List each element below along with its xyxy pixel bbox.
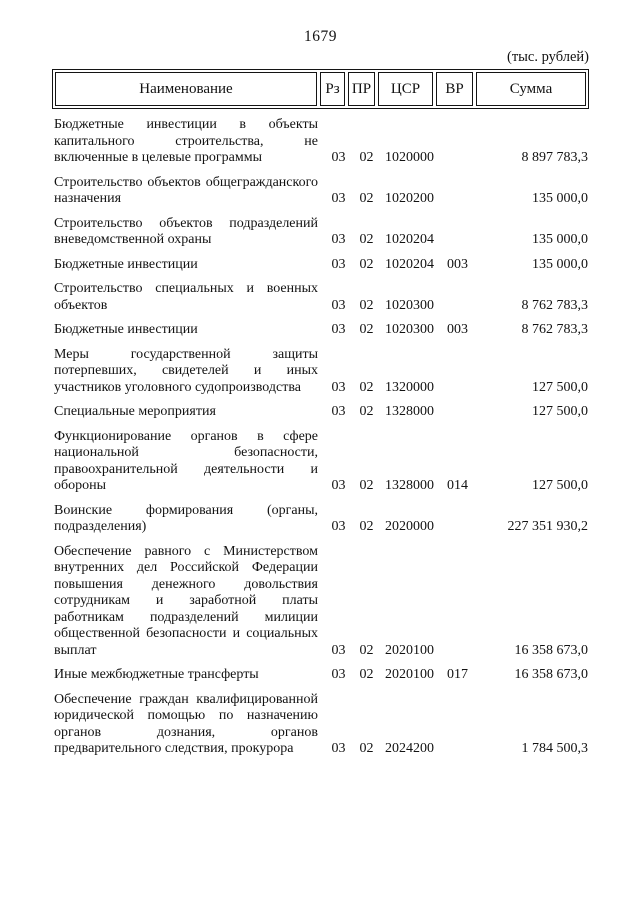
- cell-csr: 1020200: [385, 191, 434, 206]
- cell-name: Бюджетные инвестиции: [54, 256, 198, 272]
- cell-vr: 017: [447, 667, 468, 682]
- cell-rz: 03: [331, 297, 346, 313]
- units-note: (тыс. рублей): [507, 49, 589, 65]
- cell-pr: 02: [359, 322, 374, 337]
- cell-rz: 03: [331, 322, 346, 337]
- cell-name: Бюджетные инвестиции: [54, 322, 198, 337]
- cell-rz: 03: [331, 150, 346, 165]
- cell-csr: 2020000: [385, 519, 434, 534]
- table-row: [52, 404, 589, 421]
- column-header-rz: Рз: [320, 72, 345, 106]
- table-row: [52, 667, 589, 684]
- cell-vr: 014: [447, 478, 468, 493]
- cell-csr: 1328000: [385, 404, 434, 419]
- cell-rz: 03: [331, 256, 346, 272]
- cell-name: Бюджетные инвестиции в объекты капитального строительства, не включенные в целевые программы: [54, 117, 318, 165]
- cell-name: Иные межбюджетные трансферты: [54, 667, 259, 682]
- column-header-vr: ВР: [436, 72, 473, 106]
- cell-csr: 2024200: [385, 741, 434, 756]
- cell-name: Обеспечение равного с Министерством внутренних дел Российской Федерации повышения денежного довольствия сотрудникам и заработной платы работникам подразделений милиции общественной безопасности и социальных выплат: [54, 543, 318, 658]
- cell-sum: 135 000,0: [532, 256, 588, 272]
- cell-rz: 03: [331, 478, 346, 493]
- cell-sum: 16 358 673,0: [514, 642, 588, 658]
- cell-vr: 003: [447, 256, 468, 272]
- cell-sum: 1 784 500,3: [521, 741, 588, 756]
- cell-csr: 2020100: [385, 642, 434, 658]
- cell-pr: 02: [359, 379, 374, 395]
- cell-rz: 03: [331, 667, 346, 682]
- cell-pr: 02: [359, 642, 374, 658]
- cell-rz: 03: [331, 232, 346, 247]
- cell-sum: 127 500,0: [532, 478, 588, 493]
- cell-pr: 02: [359, 232, 374, 247]
- cell-rz: 03: [331, 519, 346, 534]
- cell-name: Строительство специальных и военных объектов: [54, 281, 318, 313]
- cell-sum: 127 500,0: [532, 379, 588, 395]
- cell-csr: 1020204: [385, 232, 434, 247]
- cell-csr: 1020204: [385, 256, 434, 272]
- cell-name: Меры государственной защиты потерпевших, свидетелей и иных участников уголовного судопроизводства: [54, 346, 318, 395]
- column-header-name: Наименование: [55, 72, 317, 106]
- cell-csr: 1020300: [385, 322, 434, 337]
- cell-rz: 03: [331, 191, 346, 206]
- page-number: 1679: [304, 28, 337, 45]
- cell-pr: 02: [359, 256, 374, 272]
- column-header-csr: ЦСР: [378, 72, 433, 106]
- cell-name: Обеспечение граждан квалифицированной юридической помощью по назначению органов дознания, органов предварительного следствия, прокурора: [54, 691, 318, 756]
- cell-pr: 02: [359, 478, 374, 493]
- header-row: [55, 72, 586, 106]
- cell-pr: 02: [359, 519, 374, 534]
- cell-sum: 16 358 673,0: [514, 667, 588, 682]
- cell-csr: 1020300: [385, 297, 434, 313]
- cell-pr: 02: [359, 150, 374, 165]
- cell-pr: 02: [359, 191, 374, 206]
- cell-pr: 02: [359, 667, 374, 682]
- table-row: [52, 692, 589, 758]
- cell-pr: 02: [359, 297, 374, 313]
- cell-rz: 03: [331, 642, 346, 658]
- cell-rz: 03: [331, 741, 346, 756]
- cell-rz: 03: [331, 404, 346, 419]
- cell-csr: 1328000: [385, 478, 434, 493]
- cell-sum: 8 897 783,3: [521, 150, 588, 165]
- budget-table-header: [52, 69, 589, 109]
- table-row: [52, 281, 589, 314]
- table-row: [52, 175, 589, 208]
- table-row: [52, 544, 589, 660]
- table-row: [52, 216, 589, 249]
- cell-sum: 135 000,0: [532, 191, 588, 206]
- cell-sum: 8 762 783,3: [521, 297, 588, 313]
- cell-pr: 02: [359, 404, 374, 419]
- column-header-pr: ПР: [348, 72, 375, 106]
- cell-vr: 003: [447, 322, 468, 337]
- cell-sum: 227 351 930,2: [507, 519, 588, 534]
- table-row: [52, 429, 589, 495]
- table-row: [52, 347, 589, 397]
- table-body: [52, 117, 589, 758]
- cell-rz: 03: [331, 379, 346, 395]
- table-row: [52, 503, 589, 536]
- cell-name: Воинские формирования (органы, подразделения): [54, 502, 318, 534]
- table-row: [52, 257, 589, 274]
- cell-sum: 135 000,0: [532, 232, 588, 247]
- cell-sum: 127 500,0: [532, 404, 588, 419]
- cell-name: Специальные мероприятия: [54, 404, 216, 419]
- cell-csr: 1320000: [385, 379, 434, 395]
- cell-name: Строительство объектов общегражданского назначения: [54, 174, 318, 206]
- cell-pr: 02: [359, 741, 374, 756]
- table-row: [52, 322, 589, 339]
- column-header-sum: Сумма: [476, 72, 586, 106]
- cell-csr: 2020100: [385, 667, 434, 682]
- cell-csr: 1020000: [385, 150, 434, 165]
- cell-name: Функционирование органов в сфере национальной безопасности, правоохранительной деятельности и обороны: [54, 428, 318, 493]
- table-row: [52, 117, 589, 167]
- cell-sum: 8 762 783,3: [521, 322, 588, 337]
- cell-name: Строительство объектов подразделений вневедомственной охраны: [54, 215, 318, 247]
